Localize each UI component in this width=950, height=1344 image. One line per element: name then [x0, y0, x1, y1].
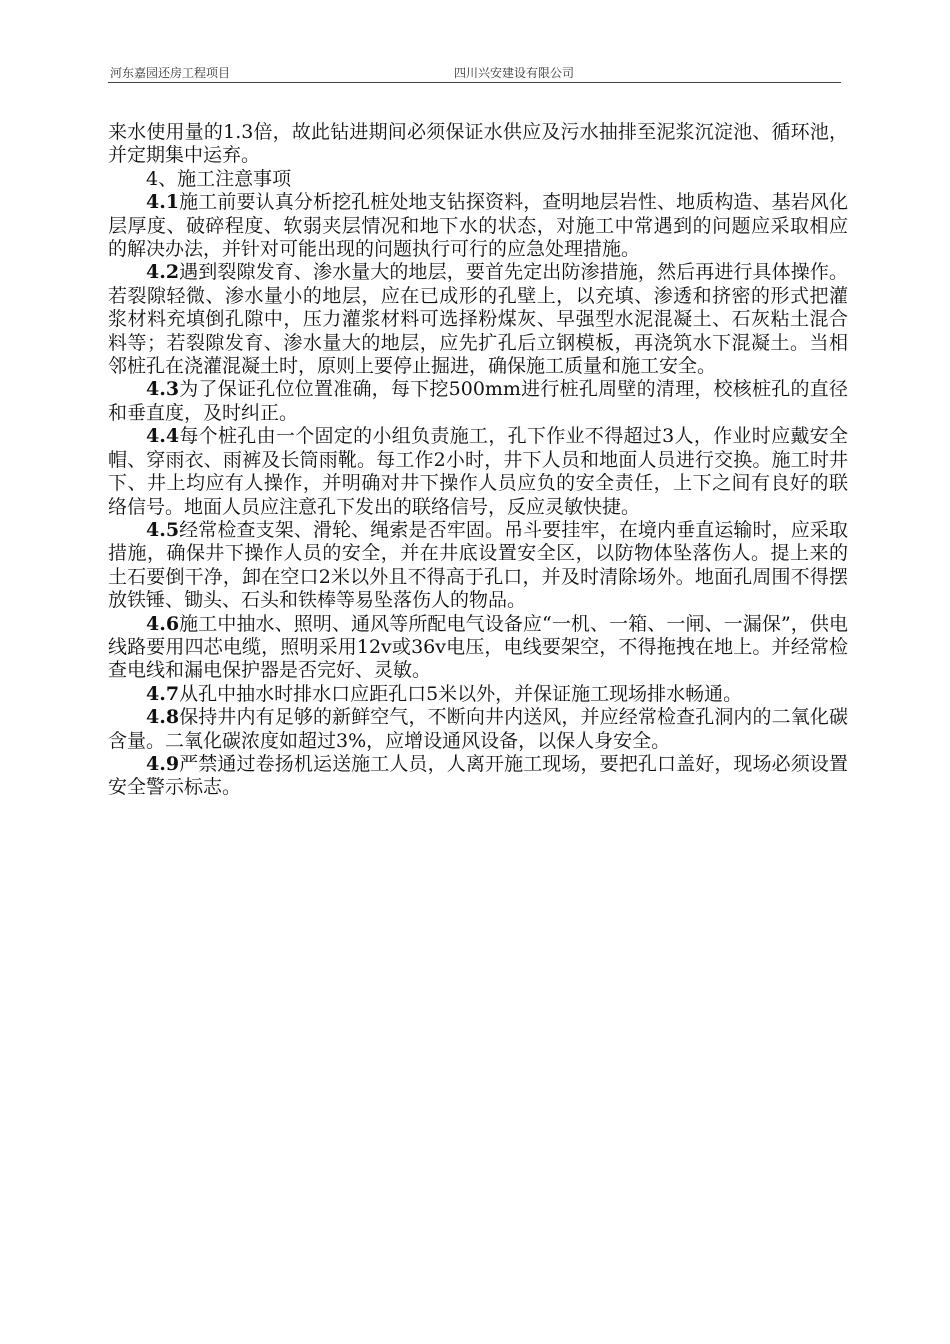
item-number: 4.8 [146, 706, 180, 729]
item-number: 4.1 [146, 191, 180, 214]
item-text: 从孔中抽水时排水口应距孔口5米以外，并保证施工现场排水畅通。 [179, 682, 743, 705]
item-paragraph [108, 519, 848, 613]
item-text: 施工前要认真分析挖孔桩处地支钻探资料，查明地层岩性、地质构造、基岩风化层厚度、破碎程度、软弱夹层情况和地下水的状态，对施工中常遇到的问题应采取相应的解决办法，并针对可能出现的问题执行可行的应急处理措施。 [108, 191, 848, 261]
item-text: 施工中抽水、照明、通风等所配电气设备应“一机、一箱、一闸、一漏保”，供电线路要用四芯电缆，照明采用12v或36v电压，电线要架空，不得拖拽在地上。并经常检查电线和漏电保护器是否完好、灵敏。 [108, 612, 848, 682]
item-number: 4.6 [146, 612, 180, 635]
item-number: 4.7 [146, 682, 180, 705]
item-number: 4.5 [146, 518, 180, 541]
item-paragraph [108, 613, 848, 683]
item-paragraph [108, 378, 848, 425]
section-heading: 4、施工注意事项 [146, 167, 292, 190]
item-number: 4.3 [146, 378, 180, 401]
header-project-name: 河东嘉园还房工程项目 [110, 66, 231, 80]
item-paragraph [108, 191, 848, 261]
item-text: 保持井内有足够的新鲜空气，不断向井内送风，并应经常检查孔洞内的二氧化碳含量。二氧化碳浓度如超过3%，应增设通风设备，以保人身安全。 [108, 706, 848, 752]
item-text: 经常检查支架、滑轮、绳索是否牢固。吊斗要挂牢，在境内垂直运输时，应采取措施，确保井下操作人员的安全，并在井底设置安全区，以防物体坠落伤人。提上来的土石要倒干净，卸在空口2米以外且不得高于孔口，并及时清除场外。地面孔周围不得摆放铁锤、锄头、石头和铁棒等易坠落伤人的物品。 [108, 518, 848, 612]
intro-paragraph: 来水使用量的1.3倍，故此钻进期间必须保证水供应及污水抽排至泥浆沉淀池、循环池，并定期集中运弃。 [108, 121, 848, 167]
item-paragraph [108, 425, 848, 519]
item-number: 4.2 [146, 261, 180, 284]
header-company-name: 四川兴安建设有限公司 [454, 66, 575, 80]
item-text: 遇到裂隙发育、渗水量大的地层，要首先定出防渗措施，然后再进行具体操作。若裂隙轻微、渗水量小的地层，应在已成形的孔壁上，以充填、渗透和挤密的形式把灌浆材料充填倒孔隙中，压力灌浆材料可选择粉煤灰、早强型水泥混凝土、石灰粘土混合料等；若裂隙发育、渗水量大的地层，应先扩孔后立钢模板，再浇筑水下混凝土。当相邻桩孔在浇灌混凝土时，原则上要停止掘进，确保施工质量和施工安全。 [108, 261, 848, 378]
document-body [108, 121, 848, 800]
item-paragraph [108, 706, 848, 753]
item-text: 每个桩孔由一个固定的小组负责施工，孔下作业不得超过3人，作业时应戴安全帽、穿雨衣、雨裤及长筒雨靴。每工作2小时，井下人员和地面人员进行交换。施工时井下、井上均应有人操作，并明确对井下操作人员应负的安全责任，上下之间有良好的联络信号。地面人员应注意孔下发出的联络信号，反应灵敏快捷。 [108, 425, 848, 518]
item-text: 为了保证孔位位置准确，每下挖500mm进行桩孔周壁的清理，校核桩孔的直径和垂直度，及时纠正。 [108, 378, 848, 424]
page-header [108, 66, 841, 83]
item-paragraph [108, 261, 848, 378]
item-text: 严禁通过卷扬机运送施工人员，人离开施工现场，要把孔口盖好，现场必须设置安全警示标志。 [108, 752, 848, 799]
item-paragraph [108, 683, 848, 706]
item-paragraph [108, 753, 848, 800]
item-number: 4.9 [146, 752, 180, 775]
item-number: 4.4 [146, 425, 180, 448]
